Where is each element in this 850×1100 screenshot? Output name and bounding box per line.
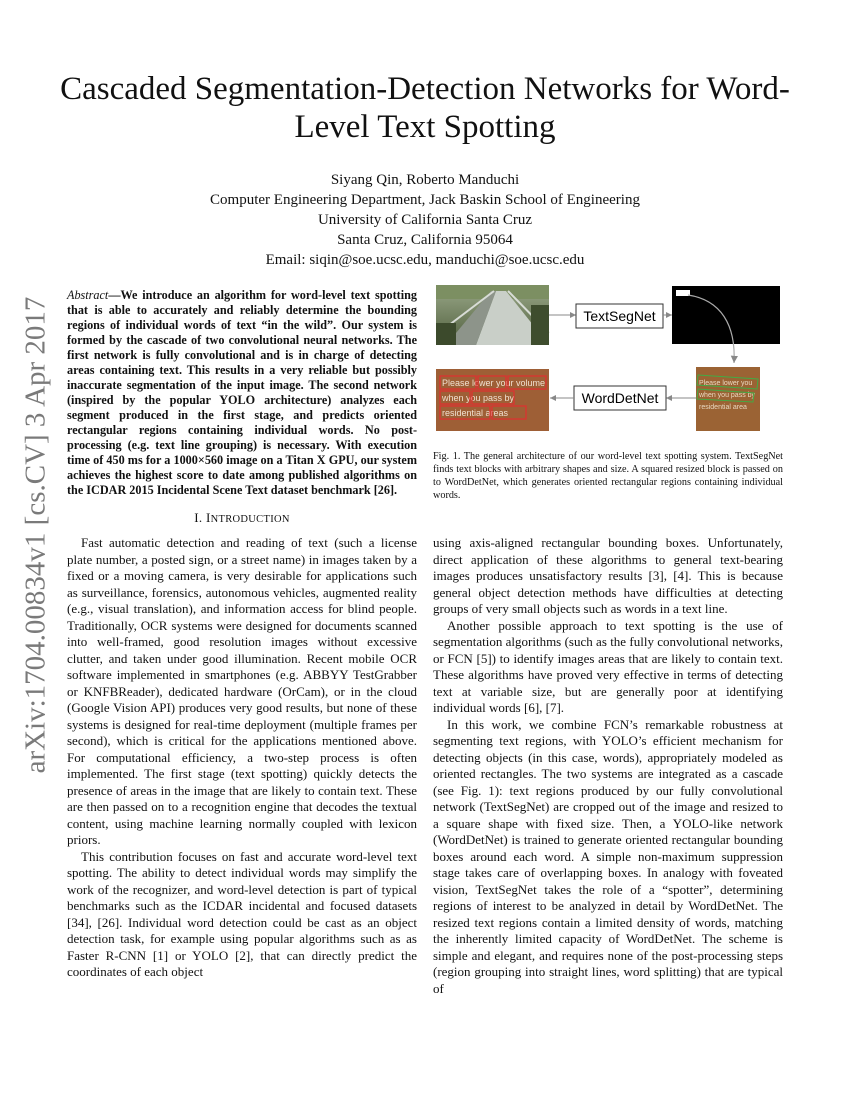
affiliation-line: University of California Santa Cruz	[317, 212, 533, 228]
output-text-line: Please lower your volume	[442, 378, 546, 388]
figure-1	[436, 285, 786, 435]
output-photo	[436, 369, 549, 431]
paragraph: Another possible approach to text spotting is the use of segmentation algorithms (such as the fully convolutional networks, or FCN [5]) to identify images areas that are likely to contain text. These algorithms have proved very effective in terms of detecting text at variable size, but are generally poor at identifying individual words [6], [7].	[433, 617, 783, 715]
email-line: Email: siqin@soe.ucsc.edu, manduchi@soe.ucsc.edu	[265, 252, 585, 268]
left-column-body	[67, 535, 417, 981]
textsegnet-label: TextSegNet	[583, 308, 656, 324]
paragraph: In this work, we combine FCN’s remarkable robustness at segmenting text regions, with YOLO’s efficient mechanism for detecting objects (in this case, words), appropriately modeled as oriented rectangles. The two systems are integrated as a cascade (see Fig. 1): text regions produced by our fully convolutional network (TextSegNet) are cropped out of the image and resized to a square shape with fixed size. Then, a YOLO-like network (WordDetNet) is trained to generate oriented rectangular bounding boxes around each word. A simple non-maximum suppression stage takes care of overlapping boxes. In analogy with foveated vision, TextSegNet takes the role of a “spotter”, determining regions of interest to be analyzed in detail by WordDetNet. The resized text regions contain a limited density of words, matching the inherently limited capacity of WordDetNet. The scheme is simple and elegant, and requires none of the post-processing steps (region grouping into straight lines, word splitting) that are typical of	[433, 716, 783, 996]
output-text-line: residential areas	[442, 408, 509, 418]
worddetnet-label: WordDetNet	[581, 390, 659, 406]
section-initial: I	[205, 510, 211, 525]
abstract	[67, 288, 417, 498]
section-heading	[67, 510, 417, 526]
abstract-label: Abstract	[67, 288, 109, 302]
section-title-rest: NTRODUCTION	[210, 514, 290, 525]
resized-crop	[696, 367, 760, 431]
crop-text-line: residential area	[699, 404, 747, 411]
author-block	[60, 170, 790, 270]
crop-text-line: when you pass by	[699, 392, 756, 399]
input-photo	[436, 285, 549, 345]
affiliation-line: Santa Cruz, California 95064	[337, 232, 513, 248]
right-column-body	[433, 535, 783, 997]
paragraph: This contribution focuses on fast and accurate word-level text spotting. The ability to detect individual words may simplify the work of the recognizer, and word-level detection is part of typical benchmarks such as the ICDAR incidental and focused datasets [34], [26]. Individual word detection could be cast as an object detection task, for example using popular algorithms such as as Faster R-CNN [1] or YOLO [2], that can directly predict the coordinates of each object	[67, 848, 417, 979]
abstract-text: —We introduce an algorithm for word-level text spotting that is able to accurately and reliably determine the bounding regions of individual words of text “in the wild”. Our system is formed by the cascade of two convolutional neural networks. The first network is fully convolutional and is in charge of detecting areas containing text. This results in a very reliable but possibly inaccurate segmentation of the input image. The second network (inspired by the popular YOLO architecture) analyzes each segment produced in the first stage, and predicts oriented rectangular regions containing individual words. No post-processing (e.g. text line grouping) is necessary. With execution time of 450 ms for a 1000×560 image on a Titan X GPU, our system achieves the highest score to date among published algorithms on the ICDAR 2015 Incidental Scene Text dataset benchmark [26].	[67, 288, 417, 497]
affiliation-line: Computer Engineering Department, Jack Baskin School of Engineering	[210, 192, 640, 208]
paper-title: Cascaded Segmentation-Detection Networks for Word-Level Text Spotting	[60, 71, 790, 145]
arxiv-id: arXiv:1704.00834v1 [cs.CV] 3 Apr 2017	[19, 296, 52, 774]
paragraph: Fast automatic detection and reading of text (such a license plate number, a posted sign, or a street name) in images taken by a fixed or a moving camera, is very desirable for applications such as surveillance, forensics, autonomous vehicles, augmented reality (e.g., visual translation), and information access for blind people. Traditionally, OCR systems were designed for documents scanned into well-framed, good resolution images without excessive clutter, and taken under good illumination. Recent mobile OCR software implemented in smartphones (e.g. ABBYY TestGrabber or KNFBReader), dedicated hardware (OrCam), or in the cloud (Google Vision API) produces very good results, but none of these systems is designed for real-time deployment (multiple frames per second), which is critical for the applications mentioned above. For computational efficiency, a two-step process is often implemented. The first stage (text spotting) quickly detects the presence of areas in the image that are likely to contain text. These are then passed on to a recognition engine that decodes the textual content, using machine learning normally coupled with lexicon priors.	[67, 535, 417, 847]
paragraph: using axis-aligned rectangular bounding boxes. Unfortunately, direct application of these algorithms to general text-bearing images produces unsatisfactory results [3], [4]. This is because general object detection methods have difficulties at detecting groups of very small objects such as words in a text line.	[433, 535, 783, 616]
author-names: Siyang Qin, Roberto Manduchi	[330, 172, 520, 188]
arxiv-stamp	[16, 290, 56, 780]
figure-caption: Fig. 1. The general architecture of our word-level text spotting system. TextSegNet finds text blocks with arbitrary shapes and size. A squared resized block is passed on to WordDetNet, which generates oriented rectangular regions containing individual words.	[433, 451, 783, 501]
figure-diagram	[436, 285, 786, 435]
output-text-line: when you pass by	[442, 393, 515, 403]
section-number: I.	[194, 510, 203, 525]
crop-text-line: Please lower you	[699, 380, 753, 387]
